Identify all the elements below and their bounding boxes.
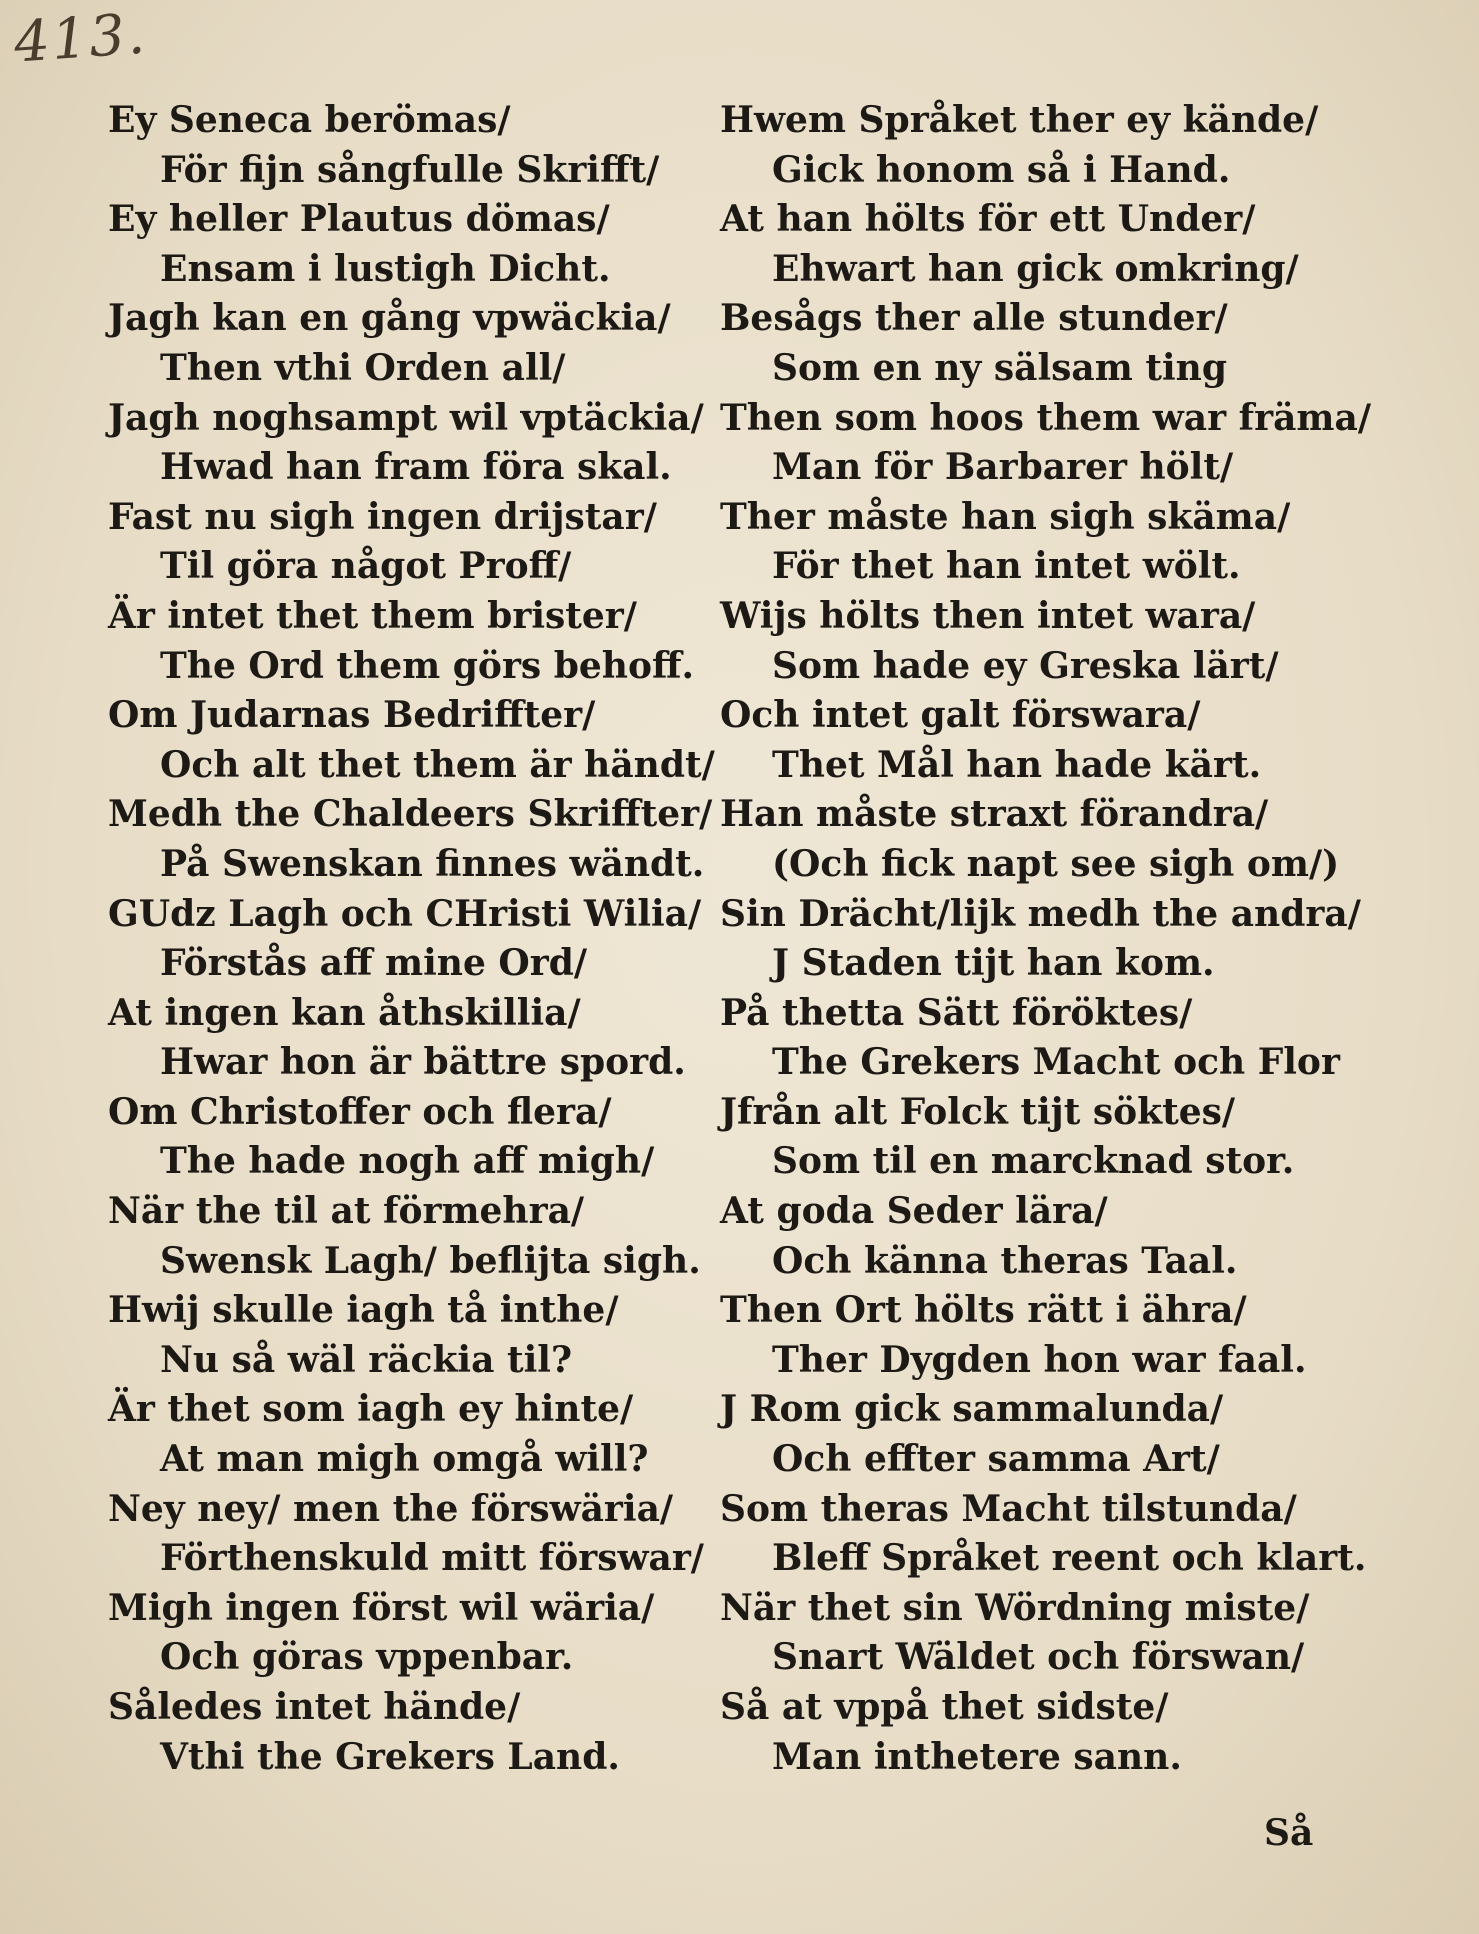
verse-line: Hwar hon är bättre spord. [160,1041,686,1084]
verse-line: Hwij skulle iagh tå inthe/ [108,1289,619,1332]
verse-line: Som til en marcknad stor. [772,1140,1295,1183]
verse-line: (Och fick napt see sigh om/) [772,842,1340,885]
verse-line: Ehwart han gick omkring/ [772,247,1299,290]
verse-line: Ensam i lustigh Dicht. [160,247,611,290]
verse-line: Jagh kan en gång vpwäckia/ [108,297,671,340]
right-verse-column [720,96,1371,1782]
left-verse-column [108,96,748,1782]
verse-line: The hade nogh aff migh/ [160,1140,655,1183]
verse-line: Then vthi Orden all/ [160,346,566,389]
verse-line: Som theras Macht tilstunda/ [720,1487,1297,1530]
verse-line: På thetta Sätt föröktes/ [720,991,1193,1034]
verse-line: Som en ny sälsam ting [772,346,1228,389]
verse-line: Om Christoffer och flera/ [108,1090,612,1133]
verse-line: Migh ingen först wil wäria/ [108,1586,655,1629]
verse-line: Och intet galt förswara/ [720,694,1201,737]
verse-line: När the til at förmehra/ [108,1190,585,1233]
verse-line: Ther Dygden hon war faal. [772,1338,1307,1381]
verse-line: Är thet som iagh ey hinte/ [108,1388,634,1431]
verse-line: Thet Mål han hade kärt. [772,743,1262,786]
verse-line: Hwad han fram föra skal. [160,446,672,489]
verse-line: GUdz Lagh och CHristi Wilia/ [108,892,702,935]
verse-line: Och känna theras Taal. [772,1239,1238,1282]
verse-line: At man migh omgå will? [160,1438,649,1481]
verse-line: Jagh noghsampt wil vptäckia/ [108,396,704,439]
verse-line: Är intet thet them brister/ [108,594,637,637]
verse-line: Swensk Lagh/ beflijta sigh. [160,1239,701,1282]
verse-line: Fast nu sigh ingen drijstar/ [108,495,657,538]
verse-line: För fijn sångfulle Skrifft/ [160,148,660,191]
verse-line: The Grekers Macht och Flor [772,1041,1340,1084]
verse-line: Nu så wäl räckia til? [160,1338,573,1381]
verse-line: The Ord them görs behoff. [160,644,695,687]
verse-line: Han måste straxt förandra/ [720,793,1269,836]
verse-line: At han hölts för ett Under/ [720,198,1256,241]
verse-line: Jfrån alt Folck tijt söktes/ [720,1090,1236,1133]
verse-line: Och alt thet them är händt/ [160,743,715,786]
verse-line: Om Judarnas Bedriffter/ [108,694,596,737]
verse-line: Förstås aff mine Ord/ [160,942,588,985]
verse-line: Och göras vppenbar. [160,1636,574,1679]
verse-line: Man inthetere sann. [772,1735,1182,1778]
verse-line: Och effter samma Art/ [772,1438,1220,1481]
verse-line: Then Ort hölts rätt i ähra/ [720,1289,1247,1332]
verse-line: Bleff Språket reent och klart. [772,1537,1367,1580]
verse-line: Then som hoos them war främa/ [720,396,1371,439]
verse-line: Snart Wäldet och förswan/ [772,1636,1305,1679]
verse-line: Sin Drächt/lijk medh the andra/ [720,892,1361,935]
verse-line: At goda Seder lära/ [720,1190,1108,1233]
verse-line: Besågs ther alle stunder/ [720,297,1228,340]
verse-line: Man för Barbarer hölt/ [772,446,1234,489]
verse-line: Så at vppå thet sidste/ [720,1686,1169,1728]
verse-line: Således intet hände/ [108,1686,521,1728]
verse-line: Vthi the Grekers Land. [160,1735,620,1778]
verse-line: För thet han intet wölt. [772,545,1241,588]
verse-line: Wijs hölts then intet wara/ [720,594,1256,637]
catchword: Så [1264,1812,1314,1854]
verse-line: Ther måste han sigh skäma/ [720,495,1291,538]
verse-line: Ey heller Plautus dömas/ [108,198,610,241]
verse-line: Til göra något Proff/ [160,545,572,588]
verse-line: J Staden tijt han kom. [772,942,1215,985]
verse-line: Hwem Språket ther ey kände/ [720,99,1319,141]
verse-line: På Swenskan finnes wändt. [160,842,705,885]
verse-line: Som hade ey Greska lärt/ [772,644,1279,687]
verse-line: Ey Seneca berömas/ [108,99,511,141]
verse-line: Medh the Chaldeers Skriffter/ [108,793,713,836]
verse-line: När thet sin Wördning miste/ [720,1586,1310,1629]
verse-line: Förthenskuld mitt förswar/ [160,1537,704,1580]
verse-line: At ingen kan åthskillia/ [108,991,581,1034]
verse-line: Ney ney/ men the förswäria/ [108,1487,674,1530]
folio-number: 413. [11,1,149,76]
verse-line: Gick honom så i Hand. [772,148,1231,191]
verse-line: J Rom gick sammalunda/ [720,1388,1224,1431]
